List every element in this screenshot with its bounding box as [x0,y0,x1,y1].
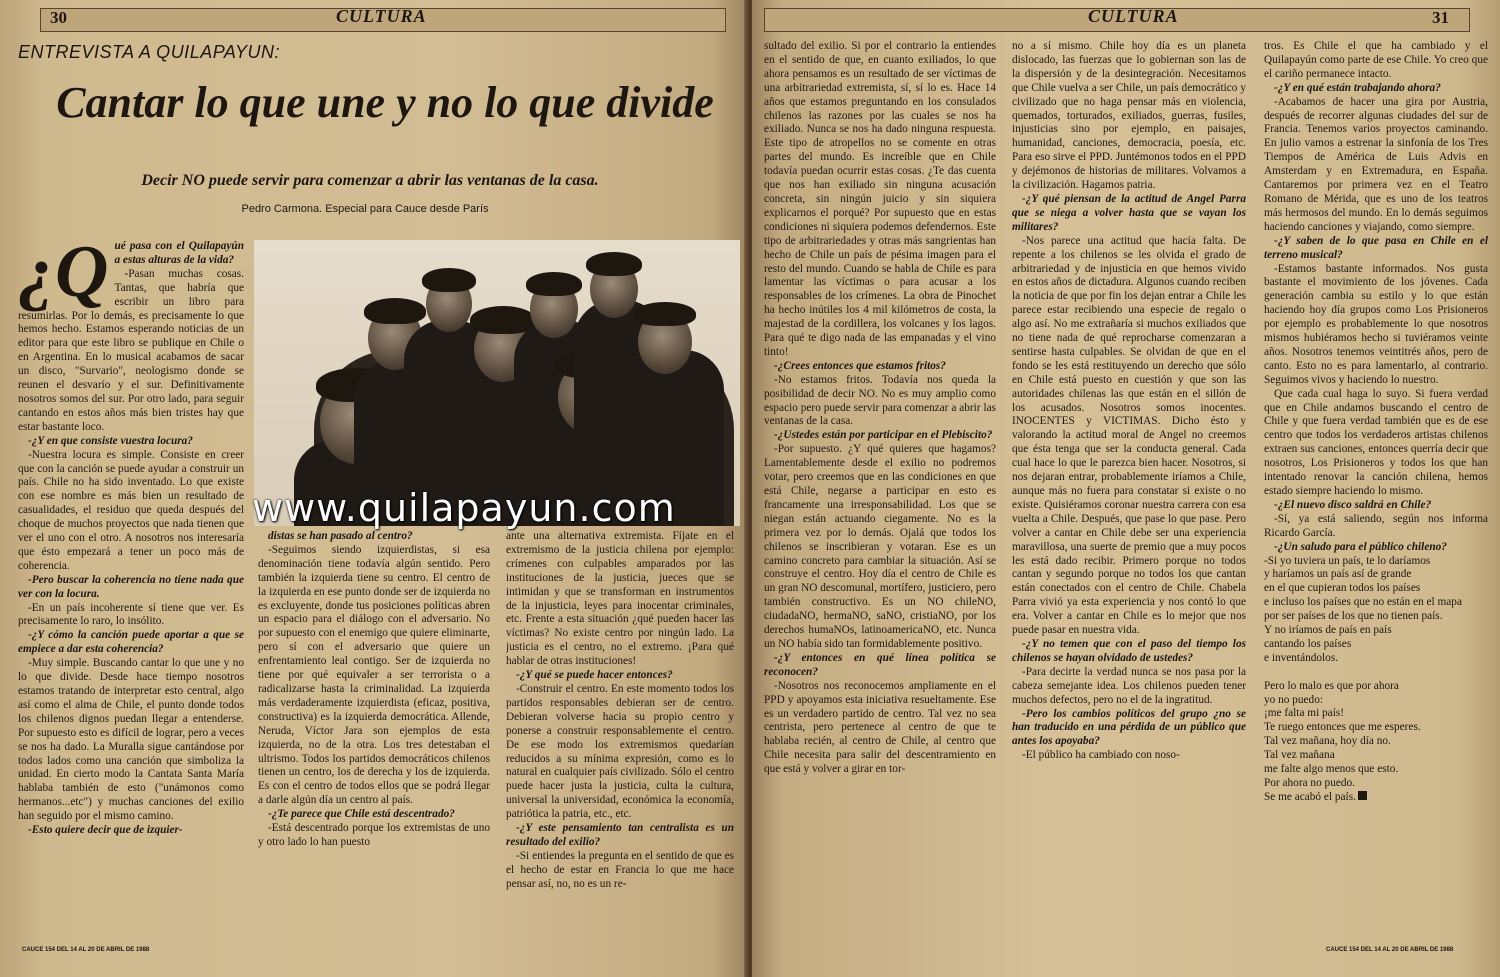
poem-line: Te ruego entonces que me esperes. [1264,721,1421,734]
paragraph: -Para decirte la verdad nunca se nos pasa por la cabeza semejante idea. Los chilenos pueden tener muchos defectos, pero no el de la ingratitud. [1012,665,1246,706]
interview-question: -¿Y en que consiste vuestra locura? [28,434,193,447]
interview-question: -¿Y qué se puede hacer entonces? [516,669,673,682]
poem-line [1264,666,1488,680]
page-footer: CAUCE 154 DEL 14 AL 20 DE ABRIL DE 1988 [22,947,150,953]
poem-line: me falte algo menos que esto. [1264,763,1399,776]
paragraph: -Está descentrado porque los extremistas de uno y otro lado lo han puesto [258,822,490,848]
poem-line: Y no iríamos de país en país [1264,624,1392,637]
paragraph: -Nosotros nos reconocemos ampliamente en el PPD y apoyamos esta iniciativa resueltamente. Ese es un verdadero partido de centro. Tal vez no sea centrista, pero pertenece al centro de que te hablaba recién, al centro de Chile, al centro que Chile necesita para salir del descentramiento en que está y volver a girar en tor- [764,679,996,776]
interview-question: -¿Y entonces en qué línea política se reconocen? [764,651,996,678]
interview-question: -¿El nuevo disco saldrá en Chile? [1274,498,1432,511]
photo-hair [422,268,476,292]
poem-line: en el que cupieran todos los países [1264,582,1421,595]
right-column-2 [1012,40,1246,940]
section-title: CULTURA [336,6,427,26]
interview-question: -¿Y no temen que con el paso del tiempo los chilenos se hayan olvidado de ustedes? [1012,637,1246,664]
paragraph: sultado del exilio. Si por el contrario la entiendes en el sentido de que, en cuanto exiliados, lo que ahora pensamos es un resultado de ser víctimas de una arbitrariedad extremista, sí, sí lo es. Hace 14 años que estamos preguntando en los consulados chilenos las razones por las cuales se nos ha exiliado. Nunca se nos ha dado ninguna respuesta. Este tipo de atropellos no se comente en otras partes del mundo. Es increíble que en Chile todavía puedan ocurrir estas cosas. ¿Te das cuenta que nos han exiliado sin ninguna acusación concreta, sin ningún juicio y sin siquiera explicarnos el porqué? Por supuesto que en estas condiciones ni siquiera podemos defendernos. Este tipo de arbitrariedades y otras más sangrientas han hecho de Chile un país de pésima imagen para el resto del mundo. Cuando se habla de Chile es para lamentar las víctimas o para acusar a los responsables de los crímenes. La obra de Pinochet ha hecho inútiles los 4 mil kilómetros de costa, la majestad de la cordillera, los volcanes y los lagos. Para qué te digo nada de las empanadas y el vino tinto! [764,40,996,358]
interview-question: -Esto quiere decir que de izquier- [28,824,183,837]
right-page [752,0,1500,977]
page-number: 30 [50,8,67,27]
left-column-1 [18,240,244,940]
paragraph: -Muy simple. Buscando cantar lo que une y no lo que divide. Desde hace tiempo nosotros estamos tratando de interpretar esto central, algo así como el alma de Chile, el punto donde todos los chilenos dignos puedan llegar a entenderse. Por supuesto esto es difícil de lograr, pero a veces se nos ha dado. La Muralla sigue cantándose por todos lados como una canción que simboliza la unidad. En cierto modo la Cantata Santa María hablaba también de esto ("unámonos como hermanos...etc") y muchas canciones del exilio han seguido por el mismo camino. [18,657,244,823]
interview-question: -¿Te parece que Chile está descentrado? [268,808,455,821]
poem-line: Pero lo malo es que por ahora [1264,679,1399,692]
page-number: 31 [1432,8,1449,27]
question-text: ué pasa con el Quilapayún a estas alturas de la vida? [114,240,244,266]
page-footer: CAUCE 154 DEL 14 AL 20 DE ABRIL DE 1988 [1326,947,1454,953]
left-column-2 [258,530,490,940]
paragraph: -Pasan muchas cosas. Tantas, que habría que escribir un libro para resumirlas. Por lo demás, es precisamente lo que hemos hecho. Estamos esperando noticias de un editor para que este libro se publique en Chile o en Argentina. En lo musical acabamos de sacar un disco, "Survario", neologismo donde se reunen el desvarío y el sur. Definitivamente nosotros somos del sur. Por otro lado, para seguir cantando en estos años más bien tristes hay que estar bastante loco. [18,267,244,433]
group-photo [254,240,740,526]
poem-line: -Si yo tuviera un país, te lo daríamos [1264,554,1431,567]
poem-line: e inventándolos. [1264,651,1339,664]
poem-line: e incluso los países que no están en el mapa [1264,596,1462,609]
paragraph: no a sí mismo. Chile hoy día es un planeta dislocado, las fuerzas que lo gobiernan son las de la dispersión y de la desintegración. Necesitamos que Chile vuelva a ser Chile, un país democrático y civilizado que no haga pensar más en violencia, quemados, torturados, exiliados, guerras, fusiles, injusticias sino por ejemplo, en paisajes, humanidad, canciones, democracia, poesía, etc. Para eso sirve el PPD. Juntémonos todos en el PPD y dejémonos de historias de militares. Volvamos a la civilización. Hagamos patria. [1012,40,1246,192]
interview-question: -Pero buscar la coherencia no tiene nada que ver con la locura. [18,573,244,600]
interview-question: -Pero los cambios políticos del grupo ¿no se han traducido en una pérdida de un público que antes los apoyaba? [1012,707,1246,748]
paragraph: -Construir el centro. En este momento todos los partidos responsables debieran ser de centro. Debieran volverse hacia su propio centro y ponerse a construir responsablemente el centro. De ese modo los extremismos quedarían reducidos a su mínima expresión, como es lo natural en cualquier país civilizado. Sólo el centro puede hacer justa la justicia, culta la cultura, universal la universidad, económica la economía, patriótica la patria, etc., etc. [506,682,734,821]
paragraph: -En un país incoherente sí tiene que ver. Es precisamente lo raro, lo insólito. [18,601,244,628]
photo-hair [364,298,426,324]
poem-line: Se me acabó el país. [1264,791,1488,805]
photo-hair [634,302,696,326]
paragraph: Que cada cual haga lo suyo. Si fuera verdad que en Chile andamos buscando el centro de Chile y que fuera verdad también que es de ese centro que todos los verdaderos artistas chilenos extraen sus canciones, entonces querría decir que nosotros, Los Prisioneros y todos los que han intentado renovar la canción chilena, hemos estado siempre haciendo lo mismo. [1264,387,1488,497]
paragraph: -Seguimos siendo izquierdistas, si esa denominación tiene todavía algún sentido. Pero también la izquierda tiene su centro. El centro de la izquierda en ese punto donde ser de izquierda no es excluyente, donde tus posiciones políticas abren un espacio para el diálogo con el adversario. No por supuesto con el enemigo que quiere eliminarte, pero sí con el adversario que quiere un enfrentamiento leal contigo. Ser de izquierda no tiene por qué equivaler a ser terrorista o a radicalizarse hasta la criminalidad. La izquierda más verdaderamente izquierdista (eficaz, positiva, constructiva) es la izquierda democrática. Allende, Neruda, Víctor Jara son ejemplos de esta izquierda, no de la otra. Los tres detestaban el ultrismo. Todos los partidos democráticos chilenos tienen un centro, los de derecha y los de izquierda. Es con el centro de todos ellos que se podrá llegar a darle algún día un centro al país. [258,543,490,807]
right-column-3 [1264,40,1488,940]
poem-line: cantando los países [1264,637,1352,650]
paragraph: -Estamos bastante informados. Nos gusta bastante el movimiento de los jóvenes. Cada generación cambia su estilo y lo que están haciendo hoy día grupos como Los Prisioneros por ejemplo es probablemente lo que nosotros mismos hubiéramos hecho si tuviéramos veinte años. Nosotros tenemos veintitrés años, pero de canto. Esto no es para lamentarlo, al contrario. Seguimos vivos y haciendo lo nuestro. [1264,262,1488,386]
article-title: Cantar lo que une y no lo que divide [56,78,714,127]
interview-question: -¿Crees entonces que estamos fritos? [774,359,946,372]
poem-line: y haríamos un país así de grande [1264,568,1412,581]
paragraph: ante una alternativa extremista. Fíjate en el extremismo de la justicia chilena por ejemplo: crímenes con culpables amparados por las instituciones de la justicia, jueces que se intimidan y que se transforman en instrumentos de la injusticia, leyes para inocentar criminales, etc. Frente a esta situación ¿qué pueden hacer las víctimas? No existe centro por ningún lado. La justicia es el centro, no el extremo. ¡Para qué hablar de otras instituciones! [506,530,734,668]
paragraph: -Sí, ya está saliendo, según nos informa Ricardo García. [1264,512,1488,539]
interview-question: -¿Un saludo para el público chileno? [1274,540,1447,553]
right-column-1 [764,40,996,940]
poem-line: por ser países de los que no tienen país. [1264,610,1443,623]
interview-question: -¿Y en qué están trabajando ahora? [1274,81,1441,94]
interview-question [18,240,244,313]
kicker: ENTREVISTA A QUILAPAYUN: [18,42,281,62]
paragraph: -Nos parece una actitud que hacía falta. De repente a los chilenos se les olvida el grado de arbitrariedad y de injusticia en que hemos vivido en estos años de dictadura. Algunos cuando reciben la noticia de que por fin los dejan entrar a Chile les parece estar recibiendo una especie de regalo o algo así. No me extrañaría si muchos exiliados que no tiene nada de qué reprocharse comenzaran a sentirse hasta culpables. Se olvidan de que en el fondo se les está restituyendo un derecho que sólo en Chile está puesto en cuestión y que son las autoridades chilenas las que están en el sillón de los acusados. Nosotros somos inocentes. INOCENTES y VICTIMAS. Dicho ésto y valorando la actitud moral de Angel no creemos que ésta tenga que ser la conducta general. Cada cual hace lo que le parezca bien hacer. Nosotros, si nos dejaran entrar, probablemente iríamos a Chile, aunque más no fuera para constatar si existe o no existe. Quisiéramos coronar nuestra carrera con esa vuelta a Chile. Después, que pase lo que pase. Pero volver a cantar en Chile debe ser una experiencia maravillosa, una suerte de premio que a muy pocos les está dado recibir. Primero porque no todos cantan y segundo porque no todos los que cantan están conectados con el centro de Chile. Chabela Parra vivió ya esta experiencia y nos contó lo que era. Volver a cantar en Chile es lo mejor que nos puede pasar en nuestra vida. [1012,234,1246,637]
photo-hair [526,272,582,296]
section-title: CULTURA [1088,6,1179,26]
paragraph: tros. Es Chile el que ha cambiado y el Quilapayún como parte de ese Chile. Yo creo que el cariño permanece intacto. [1264,40,1488,80]
interview-question: -¿Y este pensamiento tan centralista es un resultado del exilio? [506,822,734,848]
interview-question: -¿Y qué piensan de la actitud de Angel Parra que se niega a volver hasta que se vayan los militares? [1012,192,1246,233]
photo-hair [586,252,642,276]
paragraph: -Nuestra locura es simple. Consiste en creer que con la canción se puede ayudar a construir un país. Chile no ha sido inventado. Lo que existe con ese nombre es más bien un resultado de casualidades, el residuo que queda después del choque de muchos proyectos que nada tienen que ver el uno con el otro. A nosotros nos interesaría que ésto empezará a tener un poco más de coherencia. [18,448,244,572]
byline: Pedro Carmona. Especial para Cauce desde París [241,203,489,215]
interview-question: -¿Ustedes están por participar en el Plebiscito? [774,429,993,442]
poem-line: yo no puedo: [1264,693,1323,706]
paragraph: -Acabamos de hacer una gira por Austria, después de recorrer algunas ciudades del sur de Francia. Tenemos varios proyectos caminando. En julio vamos a estrenar la sinfonía de los Tres Tiempos de América de Luis Advis en Amsterdam y en Extremadura, en España. Cantaremos por primera vez en el Teatro Romano de Mérida, que es uno de los teatros más hermosos del mundo. En lo demás seguimos haciendo canciones y viajando, como siempre. [1264,95,1488,233]
paragraph: -Si entiendes la pregunta en el sentido de que es el hecho de estar en Francia lo que me hace pensar así, no, no es un re- [506,849,734,890]
interview-question: distas se han pasado al centro? [268,530,413,542]
poem-line: Por ahora no puedo. [1264,777,1355,790]
left-column-3 [506,530,734,940]
end-mark-icon [1358,791,1367,800]
poem-line: Tal vez mañana, hoy día no. [1264,735,1391,748]
interview-question: -¿Y cómo la canción puede aportar a que se empiece a dar esta coherencia? [18,629,244,656]
left-page [0,0,748,977]
article-subtitle: Decir NO puede servir para comenzar a abrir las ventanas de la casa. [141,172,599,189]
interview-question: -¿Y saben de lo que pasa en Chile en el terreno musical? [1264,234,1488,261]
drop-cap: ¿Q [18,240,109,313]
poem-line: ¡me falta mi país! [1264,707,1344,720]
watermark: www.quilapayun.com [252,486,676,530]
paragraph: -No estamos fritos. Todavía nos queda la posibilidad de decir NO. No es muy amplio como espacio pero puede servir para comenzar a abrir las ventanas de la casa. [764,373,996,428]
paragraph: -Por supuesto. ¿Y qué quieres que hagamos? Lamentablemente desde el exilio no podremos votar, pero creemos que en las condiciones en que está Chile, negarse a participar en esto es francamente una irresponsabilidad. Los que se niegan están actuando ciegamente. No es la primera vez por lo demás. Ojalá que todos los chilenos se inscribieran y votaran. Ese es un camino concreto para cambiar la situación. Así se construye el centro. Hoy día el centro de Chile es un gran NO descomunal, mortífero, justiciero, pero también constructivo. Es un NO chileNO, ciudadaNO, hermaNO, saNO, cristiaNO, por los derechos humaNOs, latinoamericaNO, etc. Nunca un NO había sido tan formidablemente positivo. [764,443,996,650]
poem-line: Tal vez mañana [1264,749,1335,762]
paragraph: -El público ha cambiado con noso- [1022,749,1180,762]
